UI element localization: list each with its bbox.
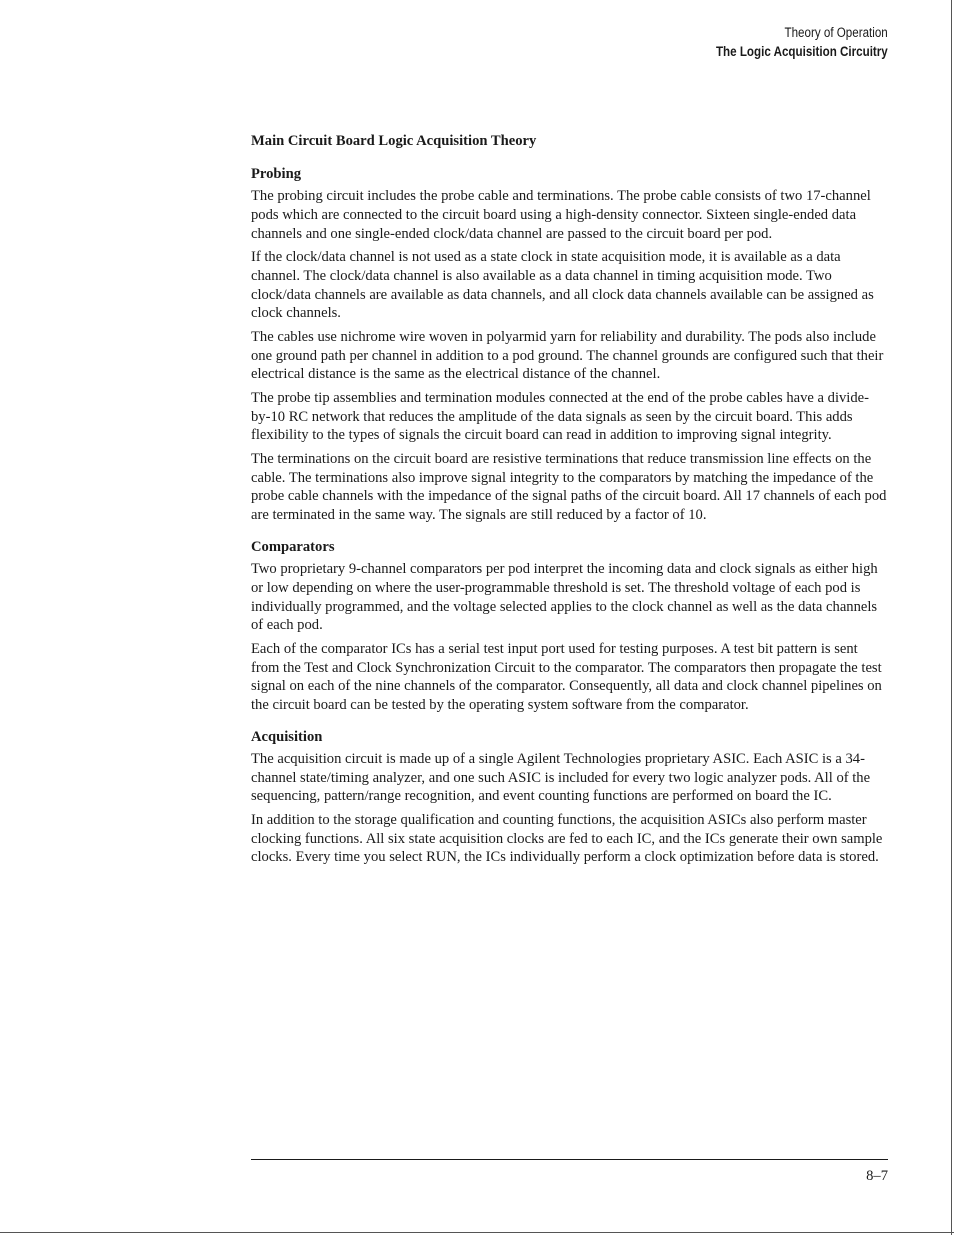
section-probing	[251, 165, 887, 525]
section-heading-comparators: Comparators	[251, 538, 335, 555]
page-number: 8–7	[866, 1168, 888, 1184]
page-edge-bottom	[0, 1232, 954, 1233]
paragraph: The probe tip assemblies and termination modules connected at the end of the probe cables have a divide-by-10 RC network that reduces the amplitude of the data signals as seen by the circuit board. This adds flexibility to the types of signals the circuit board can read in addition to improving signal integrity.	[251, 389, 869, 444]
paragraph: The probing circuit includes the probe cable and terminations. The probe cable consists of two 17-channel pods which are connected to the circuit board using a high-density connector. Sixteen single-ended data channels and one single-ended clock/data channel are passed to the circuit board per pod.	[251, 188, 871, 242]
paragraph: In addition to the storage qualification and counting functions, the acquisition ASICs also perform master clocking functions. All six state acquisition clocks are fed to each IC, and the ICs generate their own sample clocks. Every time you select RUN, the ICs individually perform a clock optimization before data is stored.	[251, 811, 883, 866]
section-acquisition	[251, 728, 887, 867]
paragraph: Each of the comparator ICs has a serial test input port used for testing purposes. A test bit pattern is sent from the Test and Clock Synchronization Circuit to the comparator. The comparators then propagate the test signal on each of the nine channels of the comparator. Consequently, all data and clock channel pipelines on the circuit board can be tested by the operating system software from the comparator.	[251, 640, 882, 714]
paragraph: The terminations on the circuit board are resistive terminations that reduce transmission line effects on the cable. The terminations also improve signal integrity to the comparators by matching the impedance of the probe cable channels with the impedance of the signal paths of the circuit board. All 17 channels of each pod are terminated in the same way. The signals are still reduced by a factor of 10.	[251, 450, 887, 524]
paragraph: The acquisition circuit is made up of a single Agilent Technologies proprietary ASIC. Each ASIC is a 34-channel state/timing analyzer, and one such ASIC is included for every two logic analyzer pods. All of the sequencing, pattern/range recognition, and event counting functions are performed on board the IC.	[251, 750, 871, 805]
running-header	[716, 23, 888, 61]
section-comparators	[251, 538, 887, 715]
footer-rule	[251, 1159, 888, 1160]
paragraph: If the clock/data channel is not used as a state clock in state acquisition mode, it is available as a data channel. The clock/data channel is also available as a data channel in timing acquisition mode. Two clock/data channels are available as data channels, and all clock data channels available can be assigned as clock channels.	[251, 248, 874, 322]
section-title: The Logic Acquisition Circuitry	[716, 44, 888, 59]
paragraph: The cables use nichrome wire woven in polyarmid yarn for reliability and durability. The pods also include one ground path per channel in addition to a pod ground. The channel grounds are configured such that their electrical distance is the same as the electrical distance of the channel.	[251, 328, 884, 383]
page-edge-right	[951, 0, 952, 1235]
paragraph: Two proprietary 9-channel comparators per pod interpret the incoming data and clock signals as either high or low depending on where the user-programmable threshold is set. The threshold voltage of each pod is individually programmed, and the voltage selected applies to the clock channel as well as the data channels of each pod.	[251, 560, 878, 634]
chapter-title: Theory of Operation	[784, 25, 888, 40]
document-body	[251, 132, 887, 880]
main-title: Main Circuit Board Logic Acquisition Theory	[251, 133, 537, 149]
section-heading-acquisition: Acquisition	[251, 728, 323, 745]
section-heading-probing: Probing	[251, 166, 302, 182]
